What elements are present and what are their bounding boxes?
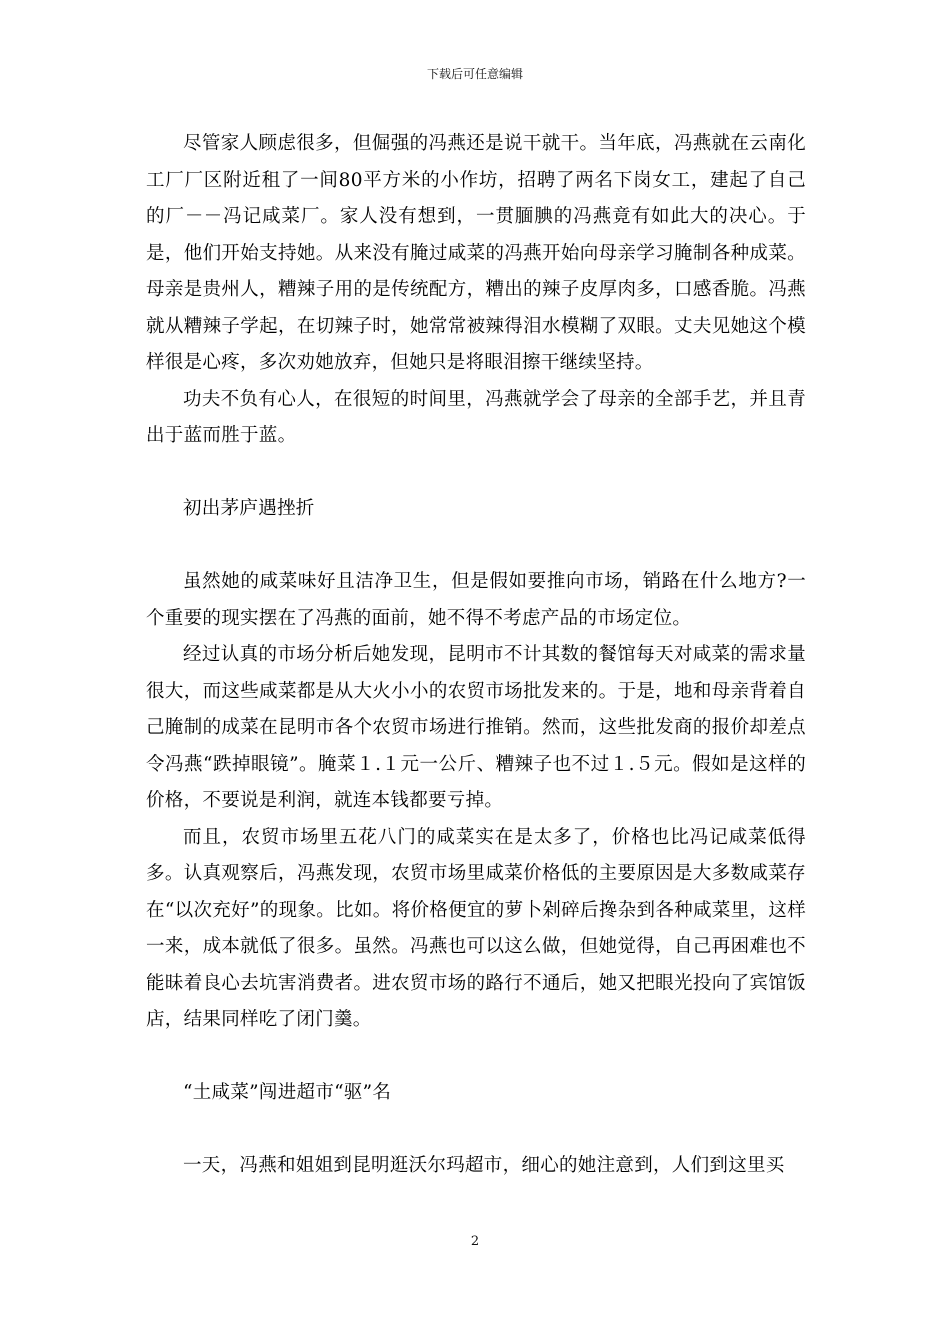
blank-line <box>146 528 806 565</box>
paragraph: 功夫不负有心人，在很短的时间里，冯燕就学会了母亲的全部手艺，并且青出于蓝而胜于蓝。 <box>146 388 806 446</box>
paragraph: 尽管家人顾虑很多，但倔强的冯燕还是说干就干。当年底，冯燕就在云南化工厂厂区附近租了一间80平方米的小作坊，招聘了两名下岗女工，建起了自己的厂－－冯记咸菜厂。家人没有想到，一贯腼腆的冯燕竟有如此大的决心。于是，他们开始支持她。从来没有腌过咸菜的冯燕开始向母亲学习腌制各种成菜。母亲是贵州人，糟辣子用的是传统配方，糟出的辣子皮厚肉多，口感香脆。冯燕就从糟辣子学起，在切辣子时，她常常被辣得泪水模糊了双眼。丈夫见她这个模样很是心疼，多次劝她放弃，但她只是将眼泪擦干继续坚持。 <box>146 133 806 373</box>
blank-line <box>146 1112 806 1149</box>
paragraph: 虽然她的咸菜味好且洁净卫生，但是假如要推向市场，销路在什么地方?一个重要的现实摆在了冯燕的面前，她不得不考虑产品的市场定位。 <box>146 571 806 629</box>
paragraph: 一天，冯燕和姐姐到昆明逛沃尔玛超市，细心的她注意到，人们到这里买 <box>183 1155 785 1176</box>
page-header: 下载后可任意编辑 <box>426 67 523 81</box>
document-body <box>146 126 806 1185</box>
blank-line <box>146 455 806 492</box>
paragraph: 而且，农贸市场里五花八门的咸菜实在是太多了，价格也比冯记咸菜低得多。认真观察后，冯燕发现，农贸市场里咸菜价格低的主要原因是大多数咸菜存在“以次充好”的现象。比如。将价格便宜的萝卜剁碎后搀杂到各种咸菜里，这样一来，成本就低了很多。虽然。冯燕也可以这么做，但她觉得，自己再困难也不能昧着良心去坑害消费者。进农贸市场的路行不通后，她又把眼光投向了宾馆饭店，结果同样吃了闭门羹。 <box>146 826 806 1030</box>
blank-line <box>146 1039 806 1076</box>
page-number: 2 <box>470 1234 480 1249</box>
section-heading: “土咸菜”闯进超市“驱”名 <box>183 1082 392 1103</box>
paragraph: 经过认真的市场分析后她发现，昆明市不计其数的餐馆每天对咸菜的需求量很大，而这些咸菜都是从大火小小的农贸市场批发来的。于是，地和母亲背着自己腌制的成菜在昆明市各个农贸市场进行推销。然而，这些批发商的报价却差点令冯燕“跌掉眼镜”。腌菜１.１元一公斤、糟辣子也不过１.５元。假如是这样的价格，不要说是利润，就连本钱都要亏掉。 <box>146 644 806 811</box>
section-heading: 初出茅庐遇挫折 <box>183 498 315 519</box>
